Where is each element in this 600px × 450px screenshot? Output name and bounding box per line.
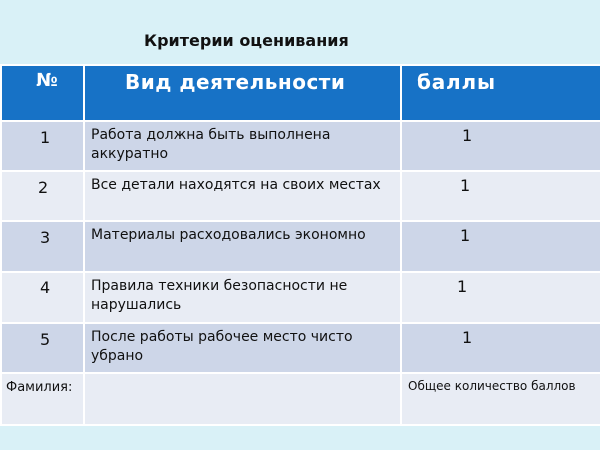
row-activity: Правила техники безопасности не нарушались xyxy=(84,272,401,323)
surname-label: Фамилия: xyxy=(1,373,84,425)
row-number: 5 xyxy=(1,323,84,373)
page-title: Критерии оценивания xyxy=(144,31,349,50)
row-points: 1 xyxy=(401,221,600,272)
row-number: 2 xyxy=(1,171,84,221)
row-number: 3 xyxy=(1,221,84,272)
row-points: 1 xyxy=(401,171,600,221)
table-row xyxy=(1,121,600,171)
row-points: 1 xyxy=(401,323,600,373)
row-number: 4 xyxy=(1,272,84,323)
row-activity: После работы рабочее место чисто убрано xyxy=(84,323,401,373)
criteria-table xyxy=(0,64,600,426)
table-footer-row xyxy=(1,373,600,425)
table-row xyxy=(1,171,600,221)
surname-value-cell[interactable] xyxy=(84,373,401,425)
row-points: 1 xyxy=(401,272,600,323)
table-header-row xyxy=(1,65,600,121)
table-row xyxy=(1,323,600,373)
table-row xyxy=(1,221,600,272)
row-number: 1 xyxy=(1,121,84,171)
header-activity: Вид деятельности xyxy=(84,65,401,121)
row-activity: Работа должна быть выполнена аккуратно xyxy=(84,121,401,171)
header-number: № xyxy=(1,65,84,121)
row-points: 1 xyxy=(401,121,600,171)
total-points-label: Общее количество баллов xyxy=(401,373,600,425)
table-row xyxy=(1,272,600,323)
row-activity: Материалы расходовались экономно xyxy=(84,221,401,272)
header-points: баллы xyxy=(401,65,600,121)
row-activity: Все детали находятся на своих местах xyxy=(84,171,401,221)
